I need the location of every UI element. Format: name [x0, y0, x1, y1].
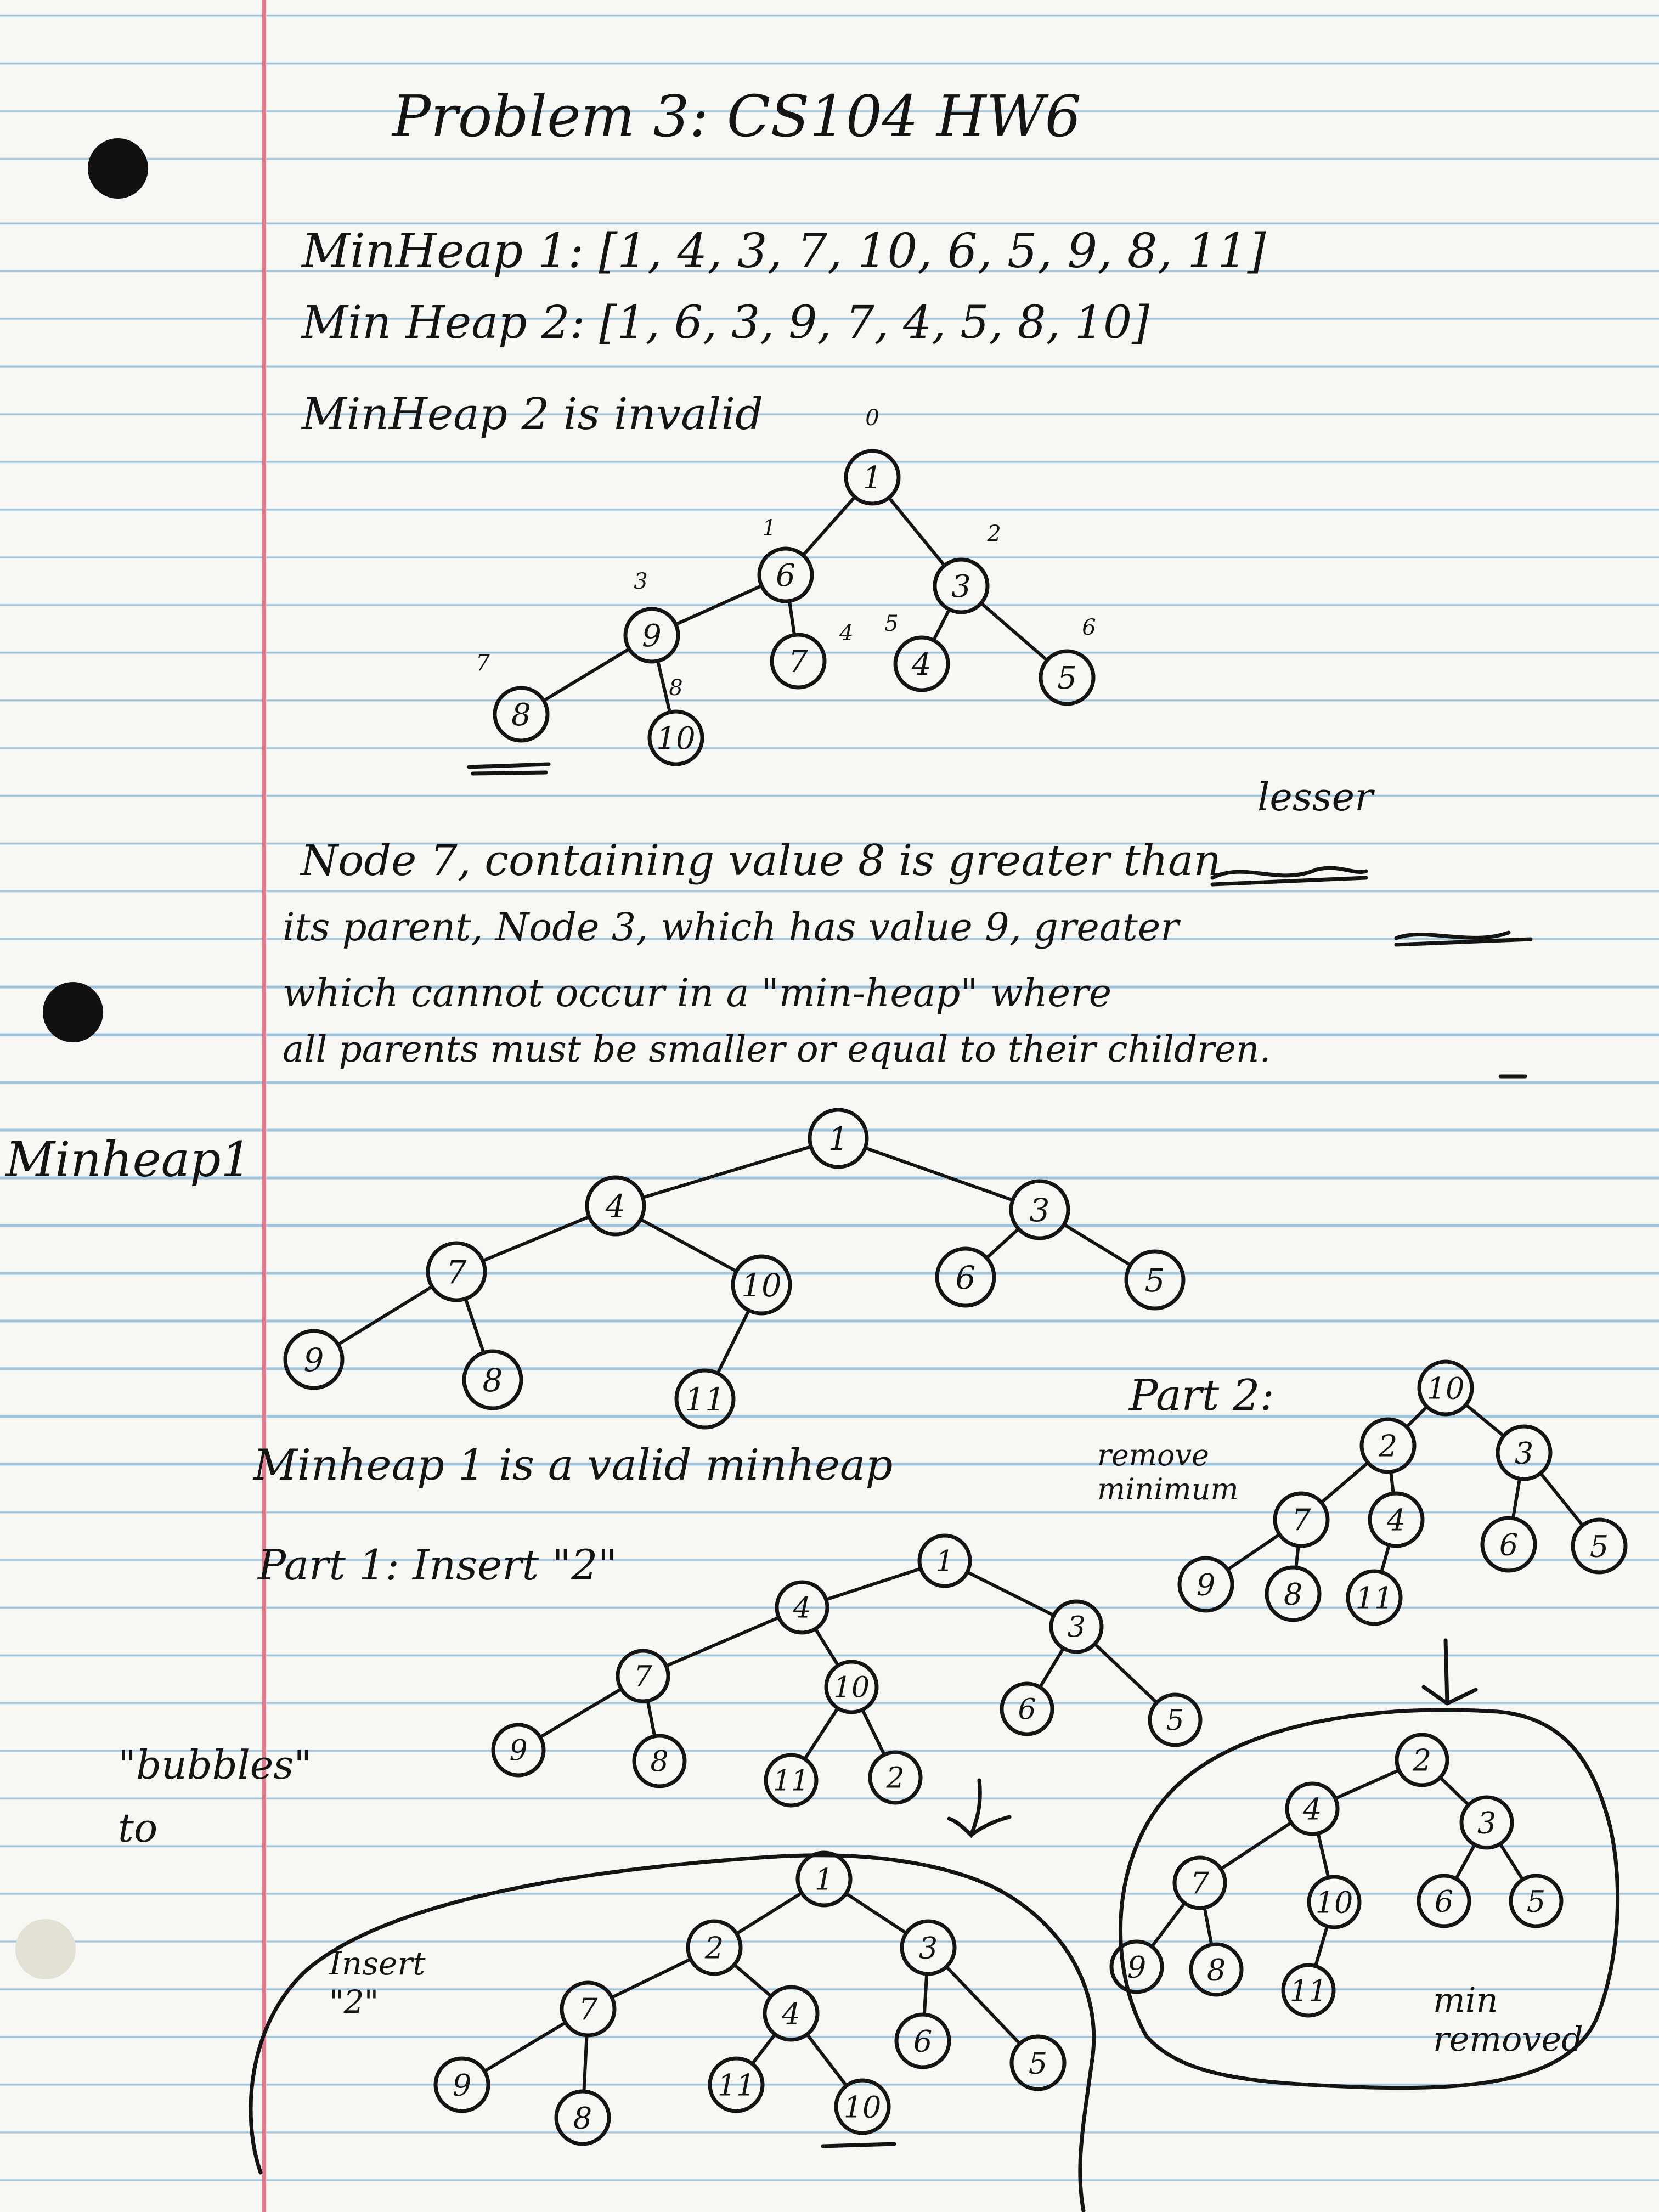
- node-value: 10: [843, 2090, 882, 2125]
- node-value: 7: [634, 1660, 652, 1694]
- tree-node-remove_step-9: [1348, 1571, 1401, 1624]
- minheap1-array: MinHeap 1: [1, 4, 3, 7, 10, 6, 5, 9, 8, 11]: [302, 224, 1266, 279]
- node-value: 8: [650, 1745, 669, 1779]
- tree-node-insert_step-8: [634, 1736, 685, 1786]
- tree-edge: [1391, 1472, 1393, 1494]
- tree-node-invalid_heap2-1: [759, 549, 812, 601]
- node-value: 10: [833, 1671, 870, 1705]
- tree-node-insert_step-4: [826, 1662, 877, 1712]
- tree-edge: [641, 1220, 737, 1271]
- heap-tree-insert_result: [436, 1853, 1064, 2144]
- tree-edge: [1296, 1546, 1298, 1568]
- tree-edge: [805, 1708, 838, 1759]
- tree-node-remove_result-5: [1419, 1876, 1469, 1926]
- tree-node-insert_step-3: [618, 1651, 668, 1701]
- enclosure-insert-result: [251, 1855, 1094, 2211]
- tree-node-insert_step-9: [766, 1755, 816, 1805]
- tree-node-minheap1-8: [464, 1351, 521, 1408]
- tree-node-invalid_heap2-6: [1041, 651, 1093, 704]
- node-value: 3: [1477, 1805, 1497, 1841]
- down-arrow-insert: [949, 1780, 1009, 1835]
- tree-node-remove_step-4: [1370, 1493, 1423, 1546]
- invalid-statement: MinHeap 2 is invalid: [302, 388, 764, 439]
- tree-node-remove_step-6: [1573, 1520, 1626, 1572]
- tree-edge: [1316, 1926, 1327, 1966]
- tree-edge: [807, 2034, 847, 2086]
- tree-edge: [1381, 1545, 1389, 1572]
- heap-tree-insert_step: [493, 1536, 1200, 1805]
- tree-node-remove_result-8: [1191, 1944, 1242, 1995]
- tree-edge: [540, 1689, 622, 1737]
- tree-edge: [544, 649, 629, 701]
- tree-node-minheap1-1: [587, 1177, 644, 1234]
- bubbles-note: "bubbles" to: [118, 1742, 312, 1852]
- down-arrow-remove: [1424, 1640, 1476, 1703]
- node-value: 6: [955, 1259, 976, 1296]
- tree-node-insert_result-5: [896, 2015, 949, 2067]
- tree-edge: [658, 661, 670, 713]
- correction-word: lesser: [1257, 775, 1373, 820]
- tree-edge: [584, 2035, 586, 2091]
- index-label-6: 6: [1082, 615, 1096, 640]
- tree-edge: [718, 1311, 749, 1374]
- index-label-4: 4: [839, 620, 854, 646]
- node-value: 7: [578, 1992, 598, 2027]
- tree-edge: [1152, 1903, 1185, 1946]
- node-value: 7: [1291, 1503, 1311, 1538]
- tree-edge: [986, 1229, 1018, 1258]
- tree-node-invalid_heap2-7: [495, 688, 548, 741]
- node-value: 5: [1057, 661, 1077, 697]
- tree-node-insert_result-7: [436, 2058, 488, 2111]
- node-value: 3: [951, 569, 971, 605]
- node-value: 8: [573, 2101, 592, 2136]
- node-value: 3: [918, 1931, 938, 1966]
- node-value: 6: [776, 558, 795, 594]
- tree-node-insert_step-1: [777, 1582, 827, 1633]
- tree-node-remove_step-5: [1482, 1518, 1535, 1571]
- tree-edge: [666, 1617, 779, 1666]
- tree-node-remove_step-3: [1275, 1493, 1328, 1546]
- tree-node-insert_step-10: [870, 1752, 921, 1803]
- tree-edge: [1541, 1473, 1583, 1525]
- node-value: 8: [511, 697, 531, 733]
- tree-edge: [1466, 1405, 1504, 1436]
- node-value: 4: [793, 1592, 811, 1625]
- tree-node-insert_result-4: [765, 1987, 817, 2040]
- node-value: 5: [1589, 1529, 1609, 1564]
- tree-node-remove_result-4: [1309, 1877, 1359, 1927]
- tree-edge: [676, 586, 761, 625]
- tree-edge: [1440, 1778, 1469, 1805]
- tree-node-invalid_heap2-3: [625, 609, 678, 662]
- tree-node-minheap1-3: [428, 1243, 485, 1300]
- tree-edge: [648, 1701, 655, 1736]
- node-value: 8: [482, 1361, 503, 1399]
- explanation-line-3: which cannot occur in a "min-heap" where: [283, 970, 1112, 1015]
- tree-node-minheap1-4: [733, 1256, 790, 1313]
- page-title: Problem 3: CS104 HW6: [392, 83, 1081, 150]
- tree-edge: [1407, 1407, 1427, 1427]
- node-value: 5: [1166, 1704, 1184, 1737]
- tree-node-remove_result-2: [1462, 1797, 1512, 1848]
- tree-edge: [752, 2034, 775, 2064]
- tree-node-remove_result-1: [1287, 1784, 1338, 1834]
- tree-edge: [1513, 1479, 1520, 1518]
- tree-edge: [789, 601, 794, 635]
- valid-statement: Minheap 1 is a valid minheap: [253, 1441, 893, 1490]
- minheap1-side-label: Minheap1: [5, 1131, 252, 1188]
- tree-node-remove_step-8: [1267, 1567, 1319, 1620]
- node-value: 4: [1386, 1503, 1406, 1538]
- node-value: 10: [1426, 1371, 1465, 1406]
- tree-edge: [734, 1965, 771, 1996]
- tree-edge: [643, 1147, 811, 1198]
- tree-node-invalid_heap2-5: [895, 637, 948, 690]
- tree-node-invalid_heap2-2: [935, 560, 988, 612]
- node-value: 1: [814, 1862, 834, 1897]
- tree-edge: [846, 1893, 906, 1933]
- insert-note: Insert "2": [329, 1945, 426, 2021]
- tree-node-minheap1-6: [1126, 1251, 1183, 1308]
- node-value: 9: [1127, 1950, 1147, 1985]
- tree-edge: [981, 603, 1047, 660]
- tree-edge: [1205, 1908, 1212, 1945]
- index-label-3: 3: [634, 569, 648, 594]
- tree-node-insert_step-5: [1002, 1684, 1052, 1734]
- strike-greater-2: [1396, 933, 1531, 945]
- node-value: 4: [605, 1187, 626, 1225]
- node-value: 8: [1206, 1953, 1226, 1988]
- underline-node-10: [823, 2144, 894, 2146]
- tree-edge: [483, 1217, 589, 1261]
- part2-note: remove minimum: [1097, 1438, 1239, 1507]
- underline-node-8: [469, 764, 549, 774]
- node-value: 10: [741, 1266, 782, 1304]
- heap-tree-invalid_heap2: [495, 451, 1093, 764]
- tree-node-insert_step-6: [1150, 1695, 1200, 1745]
- tree-node-invalid_heap2-4: [772, 635, 825, 687]
- node-value: 10: [656, 721, 696, 757]
- index-label-8: 8: [669, 675, 683, 701]
- node-value: 11: [685, 1380, 725, 1418]
- index-label-0: 0: [865, 405, 879, 431]
- node-value: 5: [1526, 1884, 1546, 1919]
- tree-edge: [889, 498, 944, 566]
- tree-node-minheap1-5: [937, 1249, 994, 1306]
- node-value: 9: [452, 2068, 472, 2103]
- tree-edge: [1318, 1833, 1329, 1877]
- tree-edge: [338, 1286, 432, 1344]
- node-value: 9: [303, 1341, 324, 1379]
- tree-edge: [815, 1629, 838, 1666]
- node-value: 9: [642, 618, 662, 654]
- node-value: 1: [862, 460, 882, 496]
- explanation-line-2: its parent, Node 3, which has value 9, greater: [283, 905, 1179, 950]
- index-label-2: 2: [987, 521, 1001, 546]
- tree-node-insert_step-7: [493, 1725, 544, 1775]
- node-value: 6: [1018, 1693, 1036, 1726]
- node-value: 11: [717, 2068, 755, 2103]
- tree-edge: [1228, 1534, 1280, 1570]
- tree-edge: [1221, 1822, 1291, 1869]
- tree-edge: [1040, 1648, 1064, 1687]
- node-value: 4: [781, 1996, 801, 2032]
- tree-edge: [967, 1572, 1054, 1616]
- tree-edge: [1456, 1844, 1475, 1878]
- tree-edge: [946, 1967, 1020, 2044]
- node-value: 9: [1196, 1567, 1216, 1602]
- tree-node-insert_result-2: [902, 1921, 955, 1974]
- tree-edge: [1064, 1224, 1130, 1265]
- tree-edge: [862, 1709, 884, 1754]
- node-value: 3: [1067, 1611, 1086, 1644]
- tree-node-insert_result-0: [798, 1853, 850, 1905]
- node-value: 1: [828, 1120, 849, 1158]
- tree-edge: [1094, 1644, 1156, 1703]
- node-value: 2: [1412, 1743, 1432, 1778]
- index-label-5: 5: [884, 611, 899, 636]
- heap-tree-remove_step: [1180, 1362, 1626, 1624]
- node-value: 4: [1302, 1792, 1322, 1827]
- index-label-7: 7: [476, 651, 490, 676]
- minheap2-array: Min Heap 2: [1, 6, 3, 9, 7, 4, 5, 8, 10]: [302, 297, 1150, 349]
- tree-node-insert_step-2: [1051, 1601, 1102, 1652]
- node-value: 5: [1144, 1261, 1165, 1299]
- node-value: 11: [1355, 1581, 1393, 1616]
- tree-node-minheap1-7: [285, 1331, 342, 1388]
- tree-edge: [803, 497, 855, 555]
- tree-node-remove_step-2: [1498, 1426, 1550, 1479]
- node-value: 5: [1028, 2046, 1048, 2081]
- node-value: 9: [509, 1734, 528, 1768]
- explanation-line-1: Node 7, containing value 8 is greater than: [301, 836, 1221, 885]
- tree-node-minheap1-0: [810, 1110, 867, 1167]
- index-labels: [476, 405, 1096, 701]
- tree-node-insert_result-9: [710, 2058, 763, 2111]
- explanation-line-4: all parents must be smaller or equal to their children.: [283, 1028, 1271, 1070]
- tree-edge: [934, 610, 950, 640]
- tree-node-remove_step-7: [1180, 1558, 1232, 1611]
- node-value: 6: [913, 2024, 933, 2059]
- node-value: 1: [935, 1545, 954, 1578]
- tree-node-insert_step-0: [919, 1536, 970, 1586]
- node-value: 2: [704, 1931, 724, 1966]
- tree-edge: [1321, 1463, 1368, 1503]
- heap-tree-minheap1: [285, 1110, 1183, 1427]
- tree-node-remove_result-7: [1111, 1942, 1162, 1992]
- node-value: 3: [1029, 1191, 1050, 1229]
- tree-node-remove_result-6: [1511, 1876, 1561, 1926]
- heap-tree-remove_result: [1111, 1735, 1561, 2016]
- node-value: 6: [1434, 1884, 1454, 1919]
- node-value: 11: [772, 1764, 810, 1798]
- tree-node-insert_result-1: [688, 1921, 741, 1974]
- part2-label: Part 2:: [1129, 1371, 1274, 1420]
- tree-edge: [737, 1893, 802, 1933]
- node-value: 7: [788, 644, 808, 680]
- tree-edge: [865, 1148, 1013, 1200]
- tree-node-minheap1-9: [676, 1370, 733, 1427]
- node-value: 6: [1499, 1527, 1519, 1562]
- removed-note: min removed: [1433, 1980, 1583, 2059]
- tree-node-remove_result-0: [1397, 1735, 1447, 1785]
- index-label-1: 1: [762, 516, 776, 541]
- tree-node-remove_step-1: [1362, 1419, 1414, 1472]
- node-value: 7: [1190, 1866, 1210, 1901]
- tree-node-insert_result-3: [562, 1983, 614, 2035]
- tree-edge: [1335, 1770, 1399, 1799]
- tree-edge: [484, 2023, 566, 2072]
- node-value: 8: [1283, 1577, 1303, 1612]
- tree-node-remove_step-0: [1419, 1362, 1472, 1414]
- node-value: 3: [1514, 1436, 1534, 1471]
- strike-greater-1b: [1212, 878, 1366, 884]
- tree-edge: [826, 1568, 921, 1599]
- tree-node-invalid_heap2-0: [846, 451, 899, 504]
- node-value: 10: [1315, 1885, 1353, 1920]
- tree-node-insert_result-8: [556, 2091, 609, 2144]
- tree-node-invalid_heap2-8: [650, 712, 702, 764]
- tree-node-insert_result-6: [1012, 2036, 1064, 2089]
- tree-edge: [466, 1299, 484, 1352]
- node-value: 7: [446, 1253, 467, 1291]
- tree-node-insert_result-10: [836, 2080, 889, 2133]
- node-value: 11: [1289, 1973, 1328, 2008]
- node-value: 2: [1378, 1429, 1398, 1464]
- part1-label: Part 1: Insert "2": [258, 1541, 617, 1589]
- node-value: 2: [886, 1762, 905, 1795]
- node-value: 4: [912, 647, 932, 683]
- tree-edge: [612, 1959, 691, 1997]
- tree-node-remove_result-3: [1175, 1858, 1225, 1908]
- tree-node-minheap1-2: [1011, 1181, 1068, 1238]
- tree-edge: [1500, 1844, 1523, 1880]
- strike-greater-1: [1212, 868, 1366, 878]
- tree-node-remove_result-9: [1283, 1965, 1334, 2016]
- tree-edge: [924, 1974, 927, 2015]
